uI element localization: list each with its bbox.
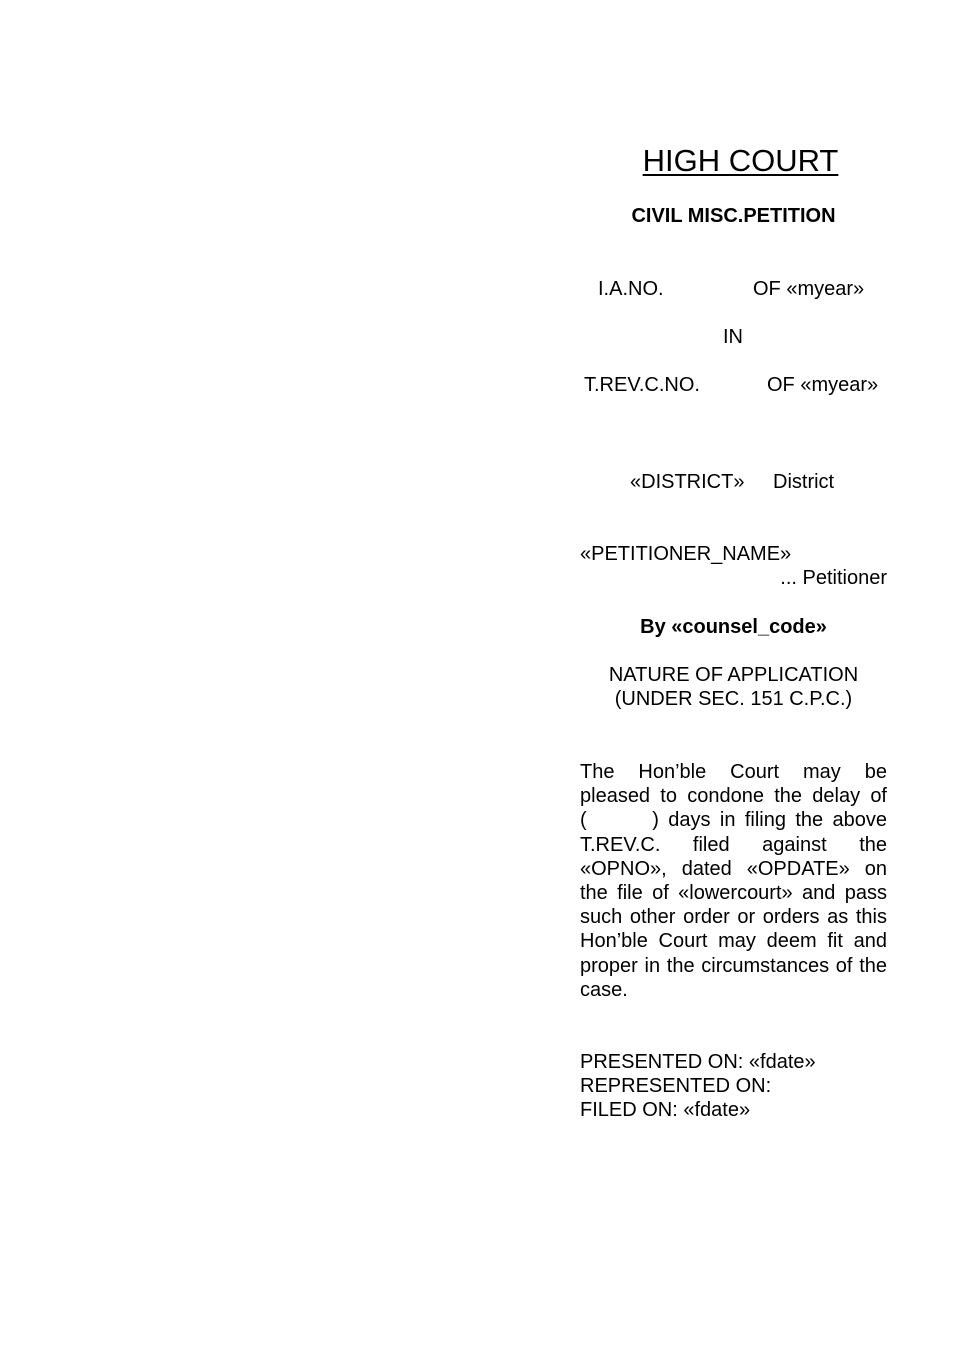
filed-on-line: FILED ON: «fdate» — [580, 1099, 751, 1121]
petition-type-heading: CIVIL MISC.PETITION — [631, 205, 836, 227]
court-title: HIGH COURT — [642, 143, 839, 178]
presented-on-line: PRESENTED ON: «fdate» — [580, 1051, 816, 1073]
represented-on-line: REPRESENTED ON: — [580, 1075, 772, 1097]
petitioner-name: «PETITIONER_NAME» — [580, 543, 792, 565]
ia-year-label: OF «myear» — [753, 278, 865, 300]
in-label: IN — [723, 326, 743, 348]
ia-number-label: I.A.NO. — [598, 278, 664, 300]
district-suffix: District — [773, 471, 835, 493]
trev-number-label: T.REV.C.NO. — [584, 374, 700, 396]
counsel-line: By «counsel_code» — [640, 616, 827, 638]
trev-year-label: OF «myear» — [767, 374, 879, 396]
nature-of-application-section: (UNDER SEC. 151 C.P.C.) — [614, 688, 853, 710]
nature-of-application-heading: NATURE OF APPLICATION — [608, 664, 859, 686]
district-name: «DISTRICT» — [630, 471, 745, 493]
petitioner-role: ... Petitioner — [780, 567, 887, 589]
prayer-paragraph: The Hon’ble Court may be pleased to condone the delay of ( ) days in filing the above T.REV.C. filed against the «OPNO», dated «OPDATE» on the file of «lowercourt» and pass such other order or orders as this Hon’ble Court may deem fit and proper in the circumstances of the case. — [580, 761, 887, 1001]
docket-column — [580, 0, 887, 1357]
